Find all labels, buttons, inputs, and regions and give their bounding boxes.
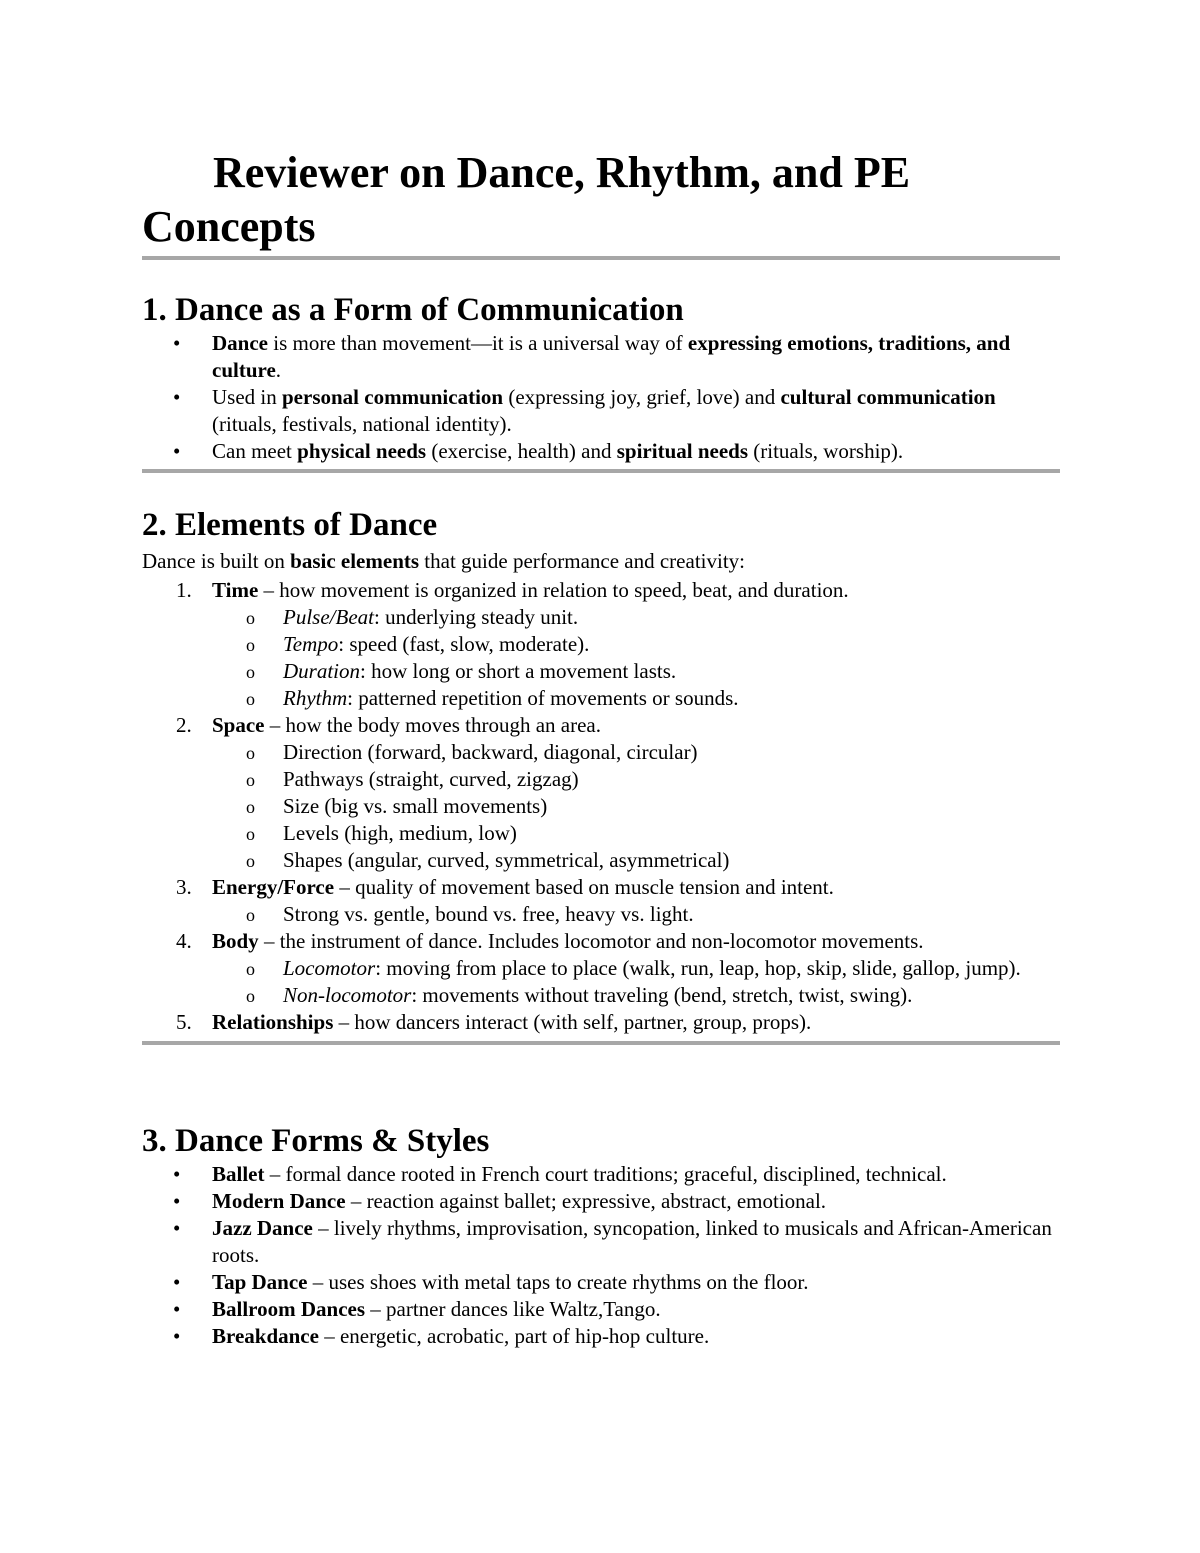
section2-divider [142, 1041, 1060, 1045]
sub-item-text: Pulse/Beat: underlying steady unit. [283, 605, 579, 629]
item-text: Body – the instrument of dance. Includes locomotor and non-locomotor movements. [212, 929, 924, 953]
circle-bullet-icon: o [246, 635, 255, 655]
bullet-icon: • [173, 1324, 181, 1348]
bullet-icon: • [173, 385, 181, 409]
section2-heading: 2. Elements of Dance [142, 507, 438, 543]
list-item-text: Used in personal communication (expressing joy, grief, love) and cultural communication (rituals, festivals, national identity). [212, 385, 996, 436]
document-title: Reviewer on Dance, Rhythm, and PE Concepts [142, 148, 911, 251]
sub-item [142, 631, 1060, 658]
elements-list [142, 577, 1060, 1036]
list-item [142, 438, 1060, 465]
sub-item-text: Direction (forward, backward, diagonal, circular) [283, 740, 698, 764]
circle-bullet-icon: o [246, 824, 255, 844]
list-item [142, 1323, 1060, 1350]
section1-list [142, 330, 1060, 465]
list-item-text: Modern Dance – reaction against ballet; expressive, abstract, emotional. [212, 1189, 827, 1213]
circle-bullet-icon: o [246, 689, 255, 709]
circle-bullet-icon: o [246, 959, 255, 979]
sub-item [142, 766, 1060, 793]
bullet-icon: • [173, 1297, 181, 1321]
sub-item [142, 847, 1060, 874]
element-item-relationships [142, 1009, 1060, 1036]
sub-item [142, 604, 1060, 631]
bullet-icon: • [173, 1216, 181, 1240]
sub-item-text: Tempo: speed (fast, slow, moderate). [283, 632, 590, 656]
circle-bullet-icon: o [246, 743, 255, 763]
bullet-icon: • [173, 331, 181, 355]
circle-bullet-icon: o [246, 797, 255, 817]
list-item-text: Dance is more than movement—it is a universal way of expressing emotions, traditions, and culture. [212, 331, 1011, 382]
bullet-icon: • [173, 1162, 181, 1186]
sub-item-text: Shapes (angular, curved, symmetrical, asymmetrical) [283, 848, 730, 872]
element-item-body [142, 928, 1060, 1009]
sub-item-text: Strong vs. gentle, bound vs. free, heavy vs. light. [283, 902, 694, 926]
section3-list [142, 1161, 1060, 1350]
item-text: Relationships – how dancers interact (with self, partner, group, props). [212, 1010, 812, 1034]
circle-bullet-icon: o [246, 608, 255, 628]
circle-bullet-icon: o [246, 905, 255, 925]
sub-item-text: Pathways (straight, curved, zigzag) [283, 767, 579, 791]
circle-bullet-icon: o [246, 770, 255, 790]
sub-item [142, 685, 1060, 712]
list-item-text: Jazz Dance – lively rhythms, improvisation, syncopation, linked to musicals and African-American roots. [212, 1216, 1052, 1267]
list-item [142, 1269, 1060, 1296]
list-item [142, 384, 1060, 438]
sub-item-text: Levels (high, medium, low) [283, 821, 517, 845]
item-text: Energy/Force – quality of movement based on muscle tension and intent. [212, 875, 834, 899]
list-item-text: Ballroom Dances – partner dances like Waltz,Tango. [212, 1297, 661, 1321]
section3-heading: 3. Dance Forms & Styles [142, 1123, 490, 1159]
element-item-energy [142, 874, 1060, 928]
sub-item-text: Rhythm: patterned repetition of movements or sounds. [283, 686, 739, 710]
circle-bullet-icon: o [246, 851, 255, 871]
circle-bullet-icon: o [246, 662, 255, 682]
list-item [142, 1215, 1060, 1269]
sub-item-text: Locomotor: moving from place to place (walk, run, leap, hop, skip, slide, gallop, jump). [283, 956, 1021, 980]
sub-item-text: Non-locomotor: movements without traveling (bend, stretch, twist, swing). [283, 983, 913, 1007]
title-divider [142, 256, 1060, 260]
item-number: 2. [176, 713, 192, 737]
sub-item-text: Duration: how long or short a movement lasts. [283, 659, 677, 683]
sub-item-text: Size (big vs. small movements) [283, 794, 548, 818]
list-item-text: Can meet physical needs (exercise, health) and spiritual needs (rituals, worship). [212, 439, 904, 463]
sub-item [142, 658, 1060, 685]
element-item-time [142, 577, 1060, 712]
sub-list [212, 955, 1060, 1009]
element-item-space [142, 712, 1060, 874]
sub-item [142, 820, 1060, 847]
sub-list [212, 604, 1060, 712]
list-item [142, 1188, 1060, 1215]
list-item [142, 1161, 1060, 1188]
item-number: 3. [176, 875, 192, 899]
list-item [142, 330, 1060, 384]
item-number: 1. [176, 578, 192, 602]
bullet-icon: • [173, 1270, 181, 1294]
section2-intro: Dance is built on basic elements that guide performance and creativity: [142, 549, 745, 573]
list-item-text: Tap Dance – uses shoes with metal taps to create rhythms on the floor. [212, 1270, 809, 1294]
list-item-text: Breakdance – energetic, acrobatic, part of hip-hop culture. [212, 1324, 710, 1348]
section1-heading: 1. Dance as a Form of Communication [142, 292, 684, 328]
circle-bullet-icon: o [246, 986, 255, 1006]
item-number: 4. [176, 929, 192, 953]
list-item-text: Ballet – formal dance rooted in French court traditions; graceful, disciplined, technical. [212, 1162, 947, 1186]
sub-item [142, 739, 1060, 766]
bullet-icon: • [173, 1189, 181, 1213]
bullet-icon: • [173, 439, 181, 463]
document-page [142, 146, 1060, 1350]
sub-item [142, 955, 1060, 982]
sub-list [212, 901, 1060, 928]
item-text: Time – how movement is organized in relation to speed, beat, and duration. [212, 578, 849, 602]
sub-item [142, 982, 1060, 1009]
sub-list [212, 739, 1060, 874]
sub-item [142, 901, 1060, 928]
list-item [142, 1296, 1060, 1323]
item-text: Space – how the body moves through an area. [212, 713, 602, 737]
sub-item [142, 793, 1060, 820]
section1-divider [142, 469, 1060, 473]
item-number: 5. [176, 1010, 192, 1034]
